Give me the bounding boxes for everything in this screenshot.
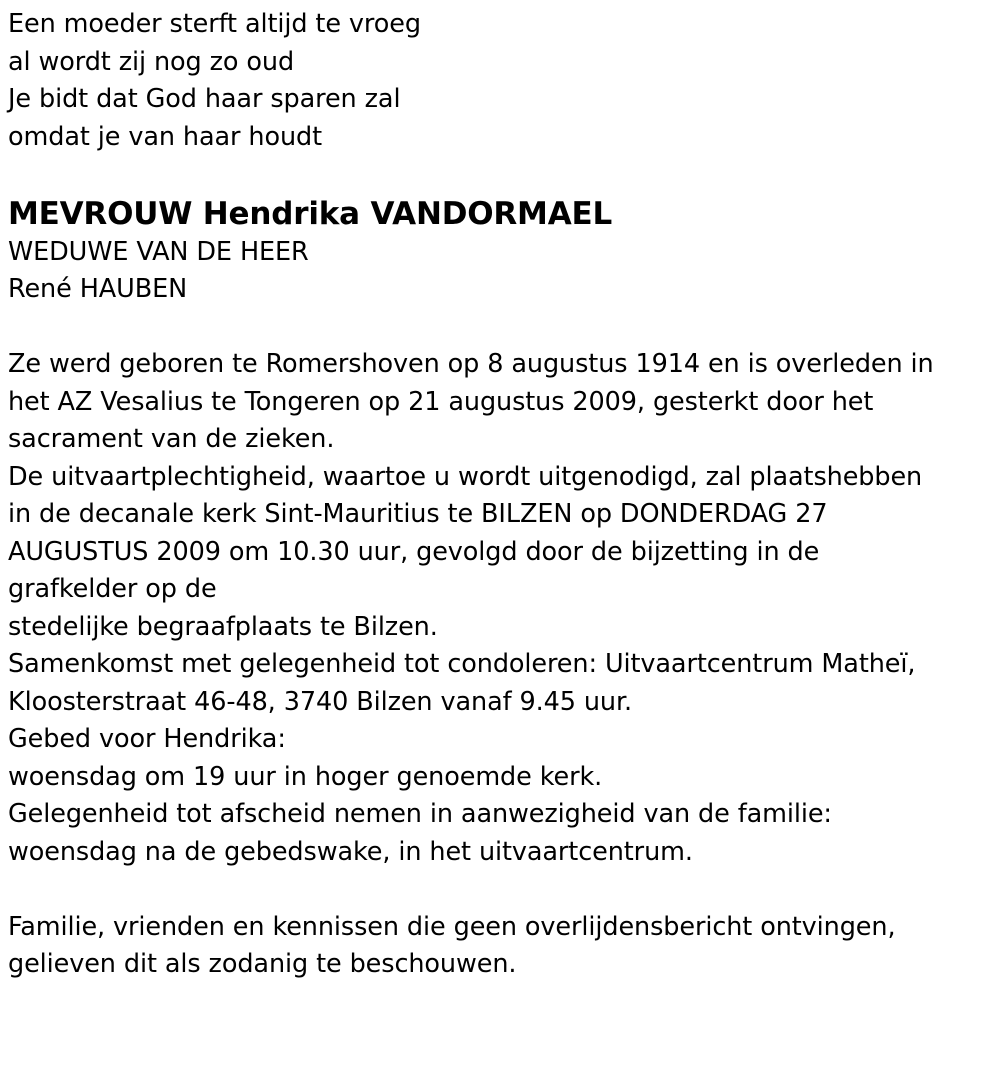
section-spacer <box>8 871 988 909</box>
announcement-line: Gelegenheid tot afscheid nemen in aanwezigheid van de familie: <box>8 799 832 829</box>
spouse-name: René HAUBEN <box>8 274 188 304</box>
announcement-line: Kloosterstraat 46-48, 3740 Bilzen vanaf 9.45 uur. <box>8 686 633 717</box>
announcement-line: AUGUSTUS 2009 om 10.30 uur, gevolgd door de bijzetting in de <box>8 536 820 567</box>
announcement-line: Samenkomst met gelegenheid tot condoleren: Uitvaartcentrum Matheï, <box>8 649 916 679</box>
deceased-identity <box>8 194 988 309</box>
memorial-poem <box>8 6 988 156</box>
closing-line: gelieven dit als zodanig te beschouwen. <box>8 949 517 979</box>
announcement-line: in de decanale kerk Sint-Mauritius te BILZEN op DONDERDAG 27 <box>8 499 828 529</box>
announcement-line: stedelijke begraafplaats te Bilzen. <box>8 611 438 642</box>
closing-line: Familie, vrienden en kennissen die geen overlijdensbericht ontvingen, <box>8 911 896 942</box>
poem-line: Een moeder sterft altijd te vroeg <box>8 9 421 39</box>
announcement-line: sacrament van de zieken. <box>8 424 335 454</box>
announcement-line: grafkelder op de <box>8 574 217 604</box>
poem-line: al wordt zij nog zo oud <box>8 46 295 77</box>
deceased-name: MEVROUW Hendrika VANDORMAEL <box>8 195 613 232</box>
closing-note <box>8 909 988 984</box>
announcement-line: De uitvaartplechtigheid, waartoe u wordt uitgenodigd, zal plaatshebben <box>8 461 923 492</box>
announcement-line: het AZ Vesalius te Tongeren op 21 augustus 2009, gesterkt door het <box>8 386 874 417</box>
poem-line: Je bidt dat God haar sparen zal <box>8 84 401 114</box>
announcement-line: Gebed voor Hendrika: <box>8 724 286 754</box>
section-spacer <box>8 309 988 347</box>
poem-line: omdat je van haar houdt <box>8 121 323 152</box>
section-spacer <box>8 156 988 194</box>
announcement-body <box>8 346 988 871</box>
announcement-line: Ze werd geboren te Romershoven op 8 augustus 1914 en is overleden in <box>8 349 934 379</box>
relation-label: WEDUWE VAN DE HEER <box>8 236 309 267</box>
announcement-line: woensdag na de gebedswake, in het uitvaartcentrum. <box>8 836 693 867</box>
announcement-line: woensdag om 19 uur in hoger genoemde kerk. <box>8 761 603 792</box>
